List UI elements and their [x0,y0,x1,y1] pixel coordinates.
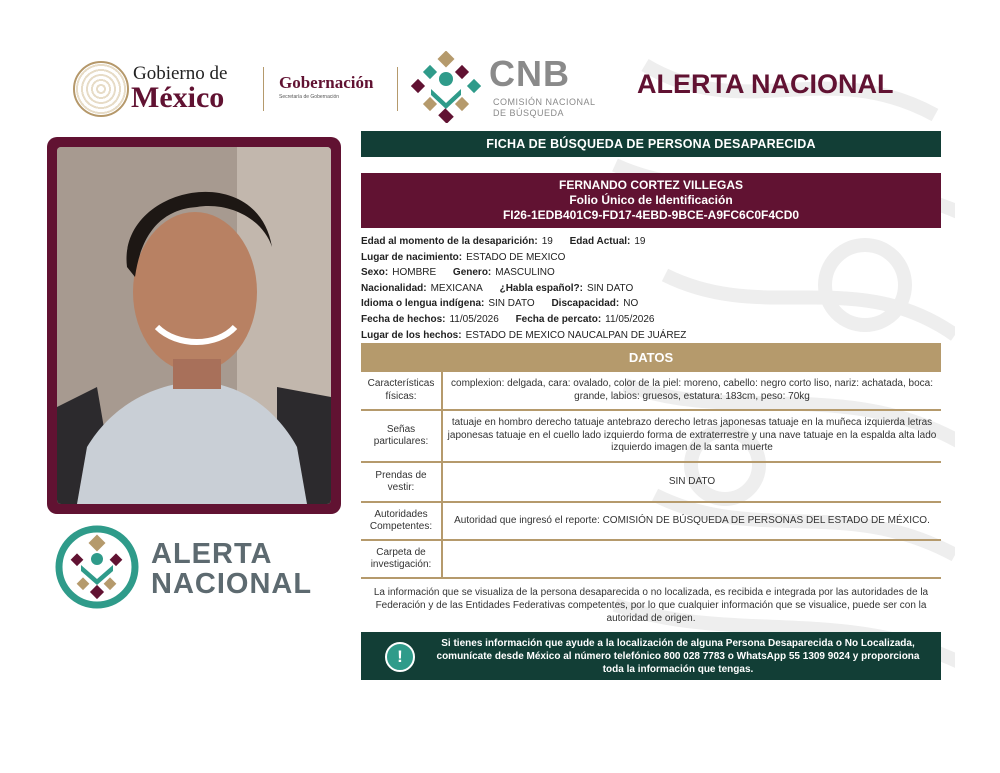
cnb-logo-text: CNB [489,53,570,94]
alerta-logo-line1: ALERTA [151,538,273,570]
fecha-percato-value: 11/05/2026 [605,313,655,325]
person-info [361,234,941,343]
alerta-logo-line2: NACIONAL [151,568,313,600]
folio-label: Folio Único de Identificación [569,193,733,207]
fecha-hechos-value: 11/05/2026 [449,313,499,325]
exclamation-icon: ! [385,642,415,672]
datos-value: complexion: delgada, cara: ovalado, color de la piel: moreno, cabello: negro corto liso, nariz: achatada, boca: grande, labios: gruesos, estatura: 183cm, peso: 70kg [442,372,941,410]
sexo-label: Sexo: [361,267,389,279]
datos-row-autoridades [361,502,941,540]
alerta-nacional-logo [53,523,343,613]
national-seal-icon [73,61,129,117]
person-name: FERNANDO CORTEZ VILLEGAS [558,178,743,192]
datos-label: Prendas de vestir: [361,462,442,502]
idioma-label: Idioma o lengua indígena: [361,298,485,310]
photo-frame [47,137,341,514]
edad-desap-label: Edad al momento de la desaparición: [361,236,538,247]
person-name-block [361,173,941,228]
genero-label: Genero: [452,267,492,279]
contact-bar [361,632,941,680]
fecha-hechos-label: Fecha de hechos: [361,313,446,325]
sexo-value: HOMBRE [392,267,437,279]
habla-label: ¿Habla español?: [499,282,583,294]
datos-label: Señas particulares: [361,410,442,462]
fecha-percato-label: Fecha de percato: [515,313,602,325]
datos-value [442,540,941,578]
gobernacion-subtitle: Secretaría de Gobernación [279,94,340,100]
datos-label: Autoridades Competentes: [361,502,442,540]
datos-table [361,372,941,579]
lugar-hechos-label: Lugar de los hechos: [361,329,462,341]
gobierno-mexico-logo [73,59,253,119]
datos-row-senas [361,410,941,462]
lugar-nac-value: ESTADO DE MEXICO [466,251,566,263]
datos-value: SIN DATO [442,462,941,502]
idioma-value: SIN DATO [488,298,535,310]
nacionalidad-label: Nacionalidad: [361,282,427,294]
nacionalidad-value: MEXICANA [430,282,483,294]
datos-value: tatuaje en hombro derecho tatuaje antebrazo derecho letras japonesas tatuaje en la muñeca izquierda letras japonesas tatuaje en el cuello lado izquierdo forma de extraterrestre y una nave tatuaje en la espalda alta lado izquierdo imagen de la santa muerte [442,410,941,462]
lugar-hechos-value: ESTADO DE MEXICO NAUCALPAN DE JUÁREZ [465,329,687,341]
cnb-logo-icon [411,51,481,123]
alerta-logo-text [151,539,312,599]
info-line-sexo [361,265,941,281]
info-line-edad [361,234,941,250]
genero-value: MASCULINO [495,267,555,279]
search-bulletin [45,45,955,685]
cnb-subtitle-line2: DE BÚSQUEDA [493,108,565,118]
edad-actual-value: 19 [634,236,646,247]
edad-desap-value: 19 [541,236,553,247]
info-line-lugar-hechos [361,328,941,344]
header-divider [263,67,264,111]
cnb-subtitle-line1: COMISIÓN NACIONAL [493,97,596,107]
info-line-nacimiento [361,250,941,266]
info-line-fechas [361,312,941,328]
datos-label: Carpeta de investigación: [361,540,442,578]
datos-row-prendas [361,462,941,502]
person-photo [57,147,331,504]
contact-text: Si tienes información que ayude a la localización de alguna Persona Desaparecida o No Localizada, comunícate desde México al número telefónico 800 028 7783 o WhatsApp 55 1309 9024 y proporciona toda la información que tengas. [436,638,920,675]
datos-row-caracteristicas [361,372,941,410]
info-line-idioma [361,296,941,312]
datos-row-carpeta [361,540,941,578]
edad-actual-label: Edad Actual: [569,236,631,247]
lugar-nac-label: Lugar de nacimiento: [361,251,463,263]
gobierno-line1: Gobierno de [133,63,228,84]
datos-title-bar: DATOS [361,343,941,372]
info-line-nacionalidad [361,281,941,297]
ficha-title-bar: FICHA DE BÚSQUEDA DE PERSONA DESAPARECIDA [361,131,941,157]
discapacidad-label: Discapacidad: [551,298,620,310]
header-divider [397,67,398,111]
person-photo-illustration [57,147,331,504]
datos-label: Características físicas: [361,372,442,410]
gobierno-line2: México [131,81,225,114]
discapacidad-value: NO [623,298,639,310]
alerta-logo-icon [55,525,139,609]
folio-value: FI26-1EDB401C9-FD17-4EBD-9BCE-A9FC6C0F4CD0 [502,208,800,222]
alert-title: ALERTA NACIONAL [637,69,894,99]
cnb-subtitle [493,97,596,119]
datos-value: Autoridad que ingresó el reporte: COMISIÓN DE BÚSQUEDA DE PERSONAS DEL ESTADO DE MÉXICO. [442,502,941,540]
habla-value: SIN DATO [586,282,634,294]
gobernacion-logo: Gobernación [279,73,374,92]
disclaimer-text: La información que se visualiza de la persona desaparecida o no localizada, es recibida e integrada por las autoridades de la Federación y de las Entidades Federativas competentes, por lo que cualquier información que se visualice, puede ser con la autoridad de origen. [373,587,929,624]
